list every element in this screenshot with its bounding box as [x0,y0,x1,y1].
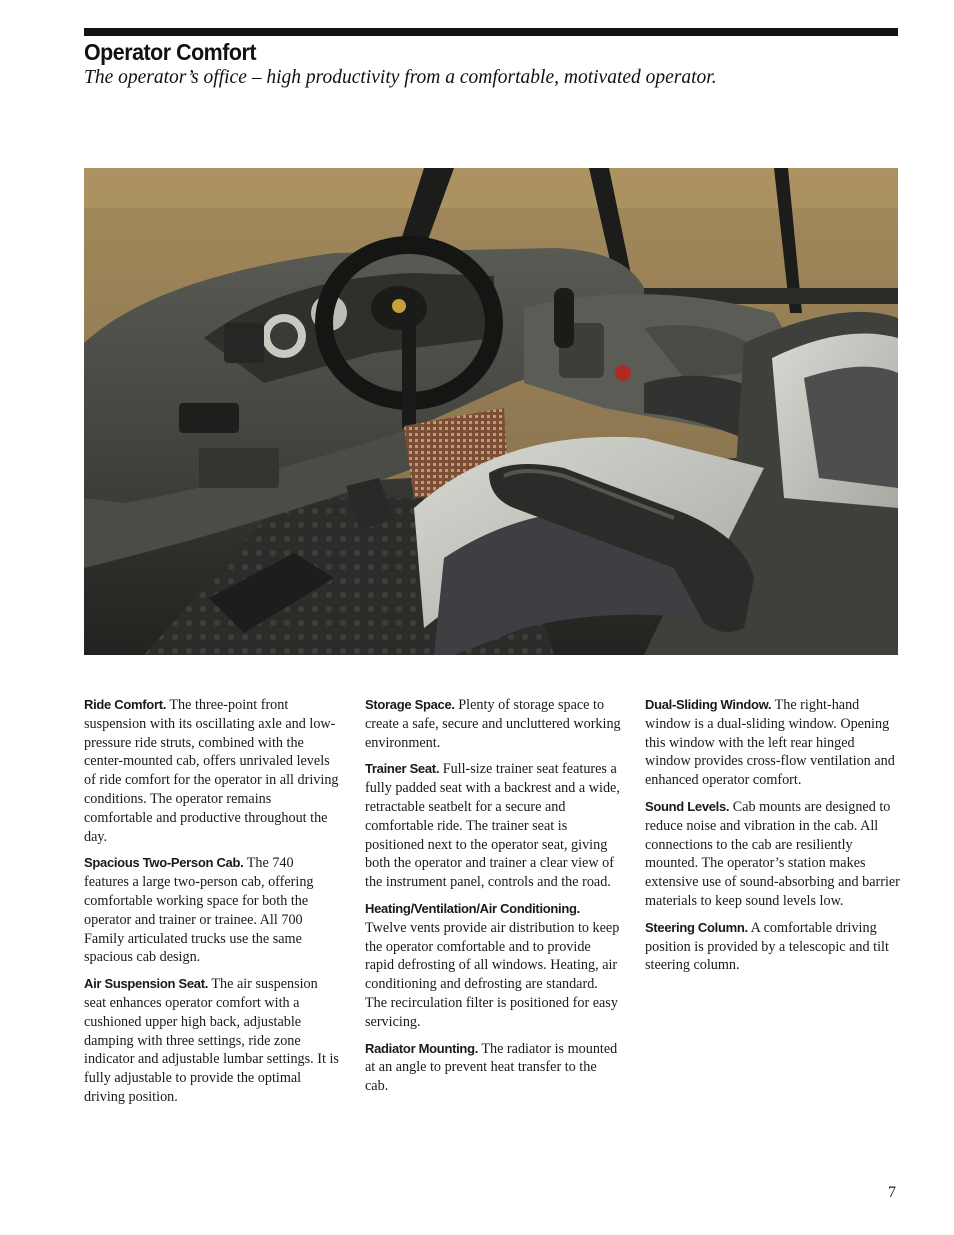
paragraph-heading: Storage Space. [365,697,455,712]
page-subtitle: The operator’s office – high productivity from a comfortable, motivated operator. [84,67,717,88]
text-column-1 [84,696,342,1115]
paragraph-heading: Sound Levels. [645,798,730,814]
paragraph-dual-sliding-window [645,696,903,790]
paragraph-heading: Ride Comfort. [84,697,167,712]
paragraph-body: The air suspension seat enhances operator comfort with a cushioned upper high back, adjustable damping with three settings, ride zone indicator and adjustable lumbar settings. It is fully adjustable to provide the optimal driving position. [84,976,339,1105]
paragraph-heading: Steering Column. [645,919,748,935]
paragraph-heading: Radiator Mounting. [365,1040,479,1056]
paragraph-radiator-mounting [365,1040,623,1096]
paragraph-heading: Heating/Ventilation/Air Conditioning. [365,900,580,916]
paragraph-spacious-cab [84,854,342,967]
text-column-2 [365,696,623,1104]
page-number: 7 [888,1184,896,1201]
paragraph-heading: Air Suspension Seat. [84,976,209,992]
paragraph-heading: Dual-Sliding Window. [645,697,772,712]
paragraph-body: The 740 features a large two-person cab, offering comfortable working space for both the operator and trainer or trainee. All 700 Family articulated trucks use the same spacious cab design. [84,855,314,966]
paragraph-trainer-seat [365,760,623,892]
paragraph-ride-comfort [84,696,342,846]
paragraph-heading: Trainer Seat. [365,761,440,777]
paragraph-sound-levels [645,798,903,911]
paragraph-heading: Spacious Two-Person Cab. [84,855,244,871]
page-title: Operator Comfort [84,39,257,65]
paragraph-body: Twelve vents provide air distribution to keep the operator comfortable and to provide rapid defrosting of all windows. Heating, air conditioning and defrosting are standard. The recirculation filter is positioned for easy servicing. [365,919,620,1030]
paragraph-body: Plenty of storage space to create a safe, secure and uncluttered working environment. [365,697,621,751]
text-column-3 [645,696,903,983]
paragraph-body: The three-point front suspension with its oscillating axle and low-pressure ride struts, combined with the center-mounted cab, offers unrivaled levels of ride comfort for the operator in all driving conditions. The operator remains comfortable and productive throughout the day. [84,697,339,845]
paragraph-body: Cab mounts are designed to reduce noise and vibration in the cab. All connections to the cab are resiliently mounted. The operator’s station makes extensive use of sound-absorbing and barrier materials to keep sound levels low. [645,798,900,909]
cab-interior-photo [84,168,898,655]
paragraph-body: Full-size trainer seat features a fully padded seat with a backrest and a wide, retractable seatbelt for a secure and comfortable ride. The trainer seat is positioned next to the operator seat, giving both the operator and trainer a clear view of the instrument panel, controls and the road. [365,761,620,891]
paragraph-body: The right-hand window is a dual-sliding window. Opening this window with the left rear hinged window provides cross-flow ventilation and enhanced operator comfort. [645,697,895,789]
paragraph-hvac [365,900,623,1032]
paragraph-body: A comfortable driving position is provided by a telescopic and tilt steering column. [645,919,889,974]
paragraph-air-suspension-seat [84,975,342,1107]
paragraph-body: The radiator is mounted at an angle to prevent heat transfer to the cab. [365,1040,618,1095]
header-rule [84,28,898,36]
paragraph-storage-space [365,696,623,752]
paragraph-steering-column [645,919,903,975]
